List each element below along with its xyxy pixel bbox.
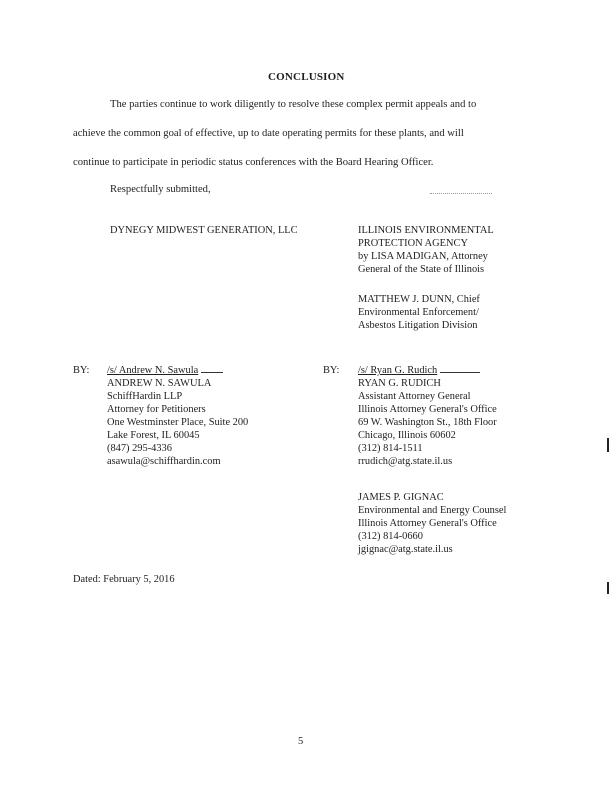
dated-line: Dated: February 5, 2016 [73, 574, 175, 585]
body-paragraph-line-3: continue to participate in periodic status conferences with the Board Hearing Officer. [73, 157, 434, 168]
signer-right-email: rrudich@atg.state.il.us [358, 456, 453, 467]
signer-right-block [358, 364, 497, 468]
signature-right [358, 364, 497, 377]
chief-line-3: Asbestos Litigation Division [358, 320, 478, 331]
margin-scan-mark [607, 582, 609, 594]
closing-text: Respectfully submitted, [110, 184, 211, 195]
signer-left-address-2: Lake Forest, IL 60045 [107, 430, 200, 441]
chief-block [358, 293, 480, 332]
counsel-phone: (312) 814-0660 [358, 531, 423, 542]
party-right-line-4: General of the State of Illinois [358, 264, 485, 275]
signature-right-text: /s/ Ryan G. Rudich [358, 365, 438, 376]
by-label-left: BY: [73, 365, 90, 376]
signature-left-text: /s/ Andrew N. Sawula [107, 365, 199, 376]
signer-right-office: Illinois Attorney General's Office [358, 404, 497, 415]
signer-left-phone: (847) 295-4336 [107, 443, 172, 454]
party-right-block [358, 224, 494, 276]
signer-right-address-2: Chicago, Illinois 60602 [358, 430, 456, 441]
signer-right-phone: (312) 814-1511 [358, 443, 423, 454]
signer-left-name: ANDREW N. SAWULA [107, 378, 212, 389]
counsel-block [358, 491, 506, 556]
counsel-office: Illinois Attorney General's Office [358, 518, 497, 529]
signature-left-underline [201, 364, 223, 373]
party-right-line-2: PROTECTION AGENCY [358, 238, 468, 249]
counsel-role: Environmental and Energy Counsel [358, 505, 507, 516]
margin-scan-mark [607, 438, 609, 452]
signer-right-name: RYAN G. RUDICH [358, 378, 441, 389]
signer-left-block [107, 364, 248, 468]
signer-left-email: asawula@schiffhardin.com [107, 456, 221, 467]
party-left [110, 224, 298, 237]
by-label-right: BY: [323, 365, 340, 376]
counsel-name: JAMES P. GIGNAC [358, 492, 444, 503]
signature-left [107, 364, 248, 377]
signer-left-role: Attorney for Petitioners [107, 404, 206, 415]
section-heading: CONCLUSION [268, 71, 345, 83]
signature-right-underline [440, 364, 480, 373]
signer-right-address-1: 69 W. Washington St., 18th Floor [358, 417, 497, 428]
party-right-line-1: ILLINOIS ENVIRONMENTAL [358, 225, 494, 236]
body-paragraph-line-2: achieve the common goal of effective, up to date operating permits for these plants, and will [73, 128, 464, 139]
signer-right-role: Assistant Attorney General [358, 391, 471, 402]
signer-left-firm: SchiffHardin LLP [107, 391, 183, 402]
signer-left-address-1: One Westminster Place, Suite 200 [107, 417, 249, 428]
party-right-line-3: by LISA MADIGAN, Attorney [358, 251, 488, 262]
counsel-email: jgignac@atg.state.il.us [358, 544, 453, 555]
faint-line-mark [430, 193, 492, 194]
party-left-name: DYNEGY MIDWEST GENERATION, LLC [110, 225, 298, 236]
chief-line-2: Environmental Enforcement/ [358, 307, 479, 318]
body-paragraph-line-1: The parties continue to work diligently to resolve these complex permit appeals and to [110, 99, 477, 110]
chief-line-1: MATTHEW J. DUNN, Chief [358, 294, 480, 305]
page-number: 5 [298, 736, 304, 747]
